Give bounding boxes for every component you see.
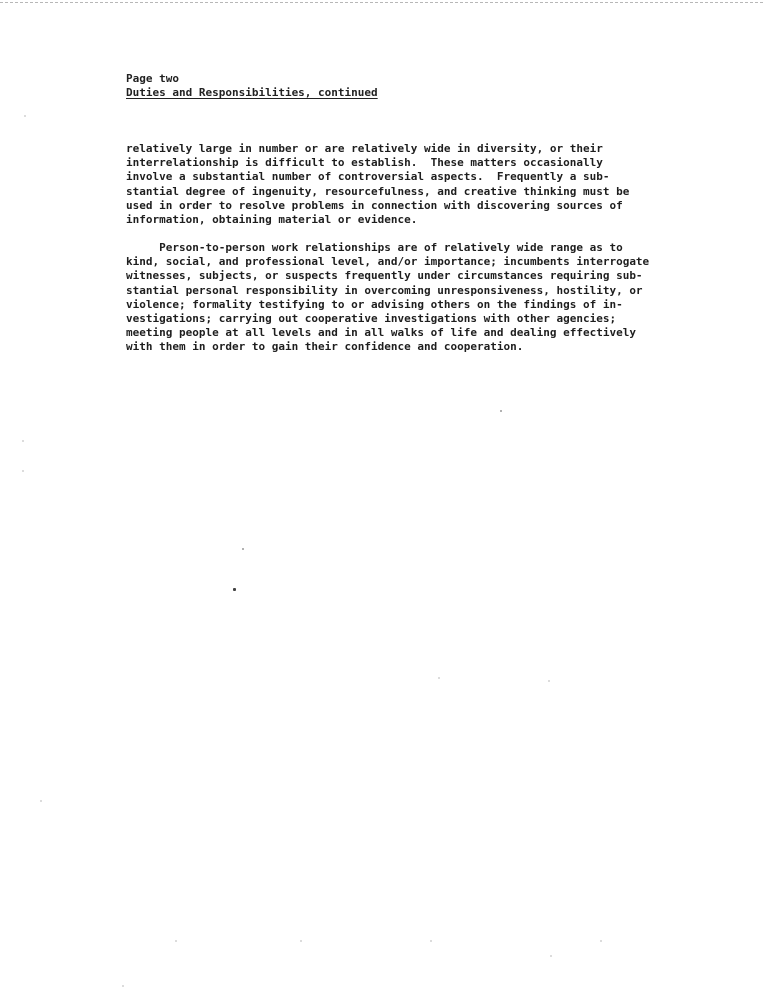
scan-speck: [438, 677, 440, 679]
paragraph-line: information, obtaining material or evidence.: [126, 213, 418, 227]
page-header: [126, 72, 378, 100]
scan-speck: [242, 548, 244, 550]
paragraph-line: used in order to resolve problems in connection with discovering sources of: [126, 198, 623, 212]
paragraph-line: violence; formality testifying to or advising others on the findings of in-: [126, 297, 623, 311]
scan-speck: [40, 800, 42, 802]
scan-speck: [300, 940, 302, 942]
scan-speck: [233, 588, 236, 591]
paragraph-line: Person-to-person work relationships are of relatively wide range as to: [126, 241, 623, 254]
paragraph-line: relatively large in number or are relatively wide in diversity, or their: [126, 142, 603, 155]
scan-speck: [22, 440, 24, 442]
paragraph-line: stantial degree of ingenuity, resourcefulness, and creative thinking must be: [126, 184, 630, 198]
scan-speck: [550, 955, 552, 957]
scan-speck: [24, 115, 26, 117]
scan-speck: [430, 940, 432, 942]
scan-top-edge: [0, 2, 763, 3]
section-title: Duties and Responsibilities, continued: [126, 86, 378, 99]
paragraph-line: meeting people at all levels and in all walks of life and dealing effectively: [126, 326, 636, 340]
paragraph-line: vestigations; carrying out cooperative investigations with other agencies;: [126, 312, 617, 326]
paragraph-1: [126, 142, 696, 227]
scan-speck: [548, 680, 550, 682]
scan-speck: [600, 940, 602, 942]
scan-speck: [122, 985, 124, 987]
scan-speck: [175, 940, 177, 942]
paragraph-line: stantial personal responsibility in overcoming unresponsiveness, hostility, or: [126, 283, 643, 297]
paragraph-line: witnesses, subjects, or suspects frequently under circumstances requiring sub-: [126, 269, 643, 283]
paragraph-line: kind, social, and professional level, and/or importance; incumbents interrogate: [126, 255, 650, 269]
paragraph-line: interrelationship is difficult to establish. These matters occasionally: [126, 156, 603, 170]
paragraph-line: with them in order to gain their confidence and cooperation.: [126, 340, 524, 354]
page-label: Page two: [126, 72, 179, 85]
paragraph-2: [126, 241, 696, 355]
paragraph-line: involve a substantial number of controversial aspects. Frequently a sub-: [126, 170, 610, 184]
scan-speck: [22, 470, 24, 472]
scan-speck: [500, 410, 502, 412]
